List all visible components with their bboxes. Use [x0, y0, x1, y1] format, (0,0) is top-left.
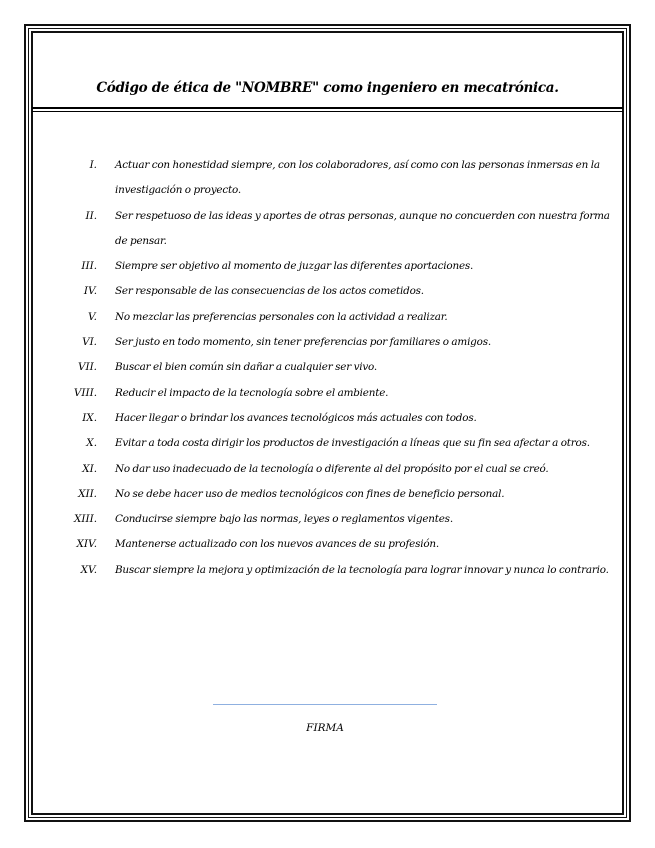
list-item	[40, 532, 620, 557]
item-number: VI.	[82, 336, 97, 349]
list-item	[40, 279, 620, 304]
item-number: IV.	[83, 285, 97, 298]
item-text: Reducir el impacto de la tecnología sobre el ambiente.	[115, 386, 389, 399]
list-item	[40, 457, 620, 482]
list-item	[40, 254, 620, 279]
list-item	[40, 507, 620, 532]
ethics-code-list	[40, 153, 620, 583]
item-number: VII.	[77, 361, 97, 374]
list-item	[40, 406, 620, 431]
item-text: Hacer llegar o brindar los avances tecnológicos más actuales con todos.	[115, 411, 477, 424]
item-number: VIII.	[73, 386, 97, 399]
list-item	[40, 355, 620, 380]
item-text: No se debe hacer uso de medios tecnológicos con fines de beneficio personal.	[115, 487, 505, 500]
item-text: No dar uso inadecuado de la tecnología o diferente al del propósito por el cual se creó.	[115, 462, 549, 475]
list-item	[40, 482, 620, 507]
list-item	[40, 204, 620, 255]
item-number: XIV.	[76, 538, 97, 551]
signature-line	[213, 704, 437, 705]
item-text: Siempre ser objetivo al momento de juzgar las diferentes aportaciones.	[115, 260, 474, 273]
item-text: Conducirse siempre bajo las normas, leyes o reglamentos vigentes.	[115, 513, 453, 526]
item-text: Buscar el bien común sin dañar a cualquier ser vivo.	[115, 361, 378, 374]
item-text: Mantenerse actualizado con los nuevos avances de su profesión.	[115, 538, 439, 551]
list-item	[40, 330, 620, 355]
item-text: Actuar con honestidad siempre, con los colaboradores, así como con las personas inmersas en la investigación o proyecto.	[115, 159, 600, 197]
item-text: Buscar siempre la mejora y optimización de la tecnología para lograr innovar y nunca lo contrario.	[115, 563, 609, 576]
item-number: IX.	[82, 411, 97, 424]
item-number: XV.	[80, 563, 97, 576]
item-text: Evitar a toda costa dirigir los productos de investigación a líneas que su fin sea afectar a otros.	[115, 437, 590, 450]
list-item	[40, 153, 620, 204]
item-text: No mezclar las preferencias personales con la actividad a realizar.	[115, 310, 448, 323]
item-number: XII.	[78, 487, 97, 500]
list-item	[40, 431, 620, 456]
signature-label: FIRMA	[306, 722, 344, 734]
list-item	[40, 381, 620, 406]
item-text: Ser responsable de las consecuencias de los actos cometidos.	[115, 285, 424, 298]
item-text: Ser justo en todo momento, sin tener preferencias por familiares o amigos.	[115, 336, 491, 349]
item-number: I.	[89, 159, 97, 171]
title-divider-thin	[32, 111, 623, 112]
item-text: Ser respetuoso de las ideas y aportes de otras personas, aunque no concuerden con nuestra forma de pensar.	[115, 209, 610, 247]
item-number: X.	[86, 437, 97, 450]
list-item	[40, 558, 620, 583]
item-number: V.	[88, 310, 97, 323]
document-title: Código de ética de "NOMBRE" como ingeniero en mecatrónica.	[96, 80, 559, 96]
title-divider	[32, 107, 623, 109]
item-number: II.	[85, 209, 97, 222]
item-number: III.	[81, 260, 97, 273]
item-number: XI.	[82, 462, 97, 475]
item-number: XIII.	[73, 513, 97, 526]
list-item	[40, 305, 620, 330]
